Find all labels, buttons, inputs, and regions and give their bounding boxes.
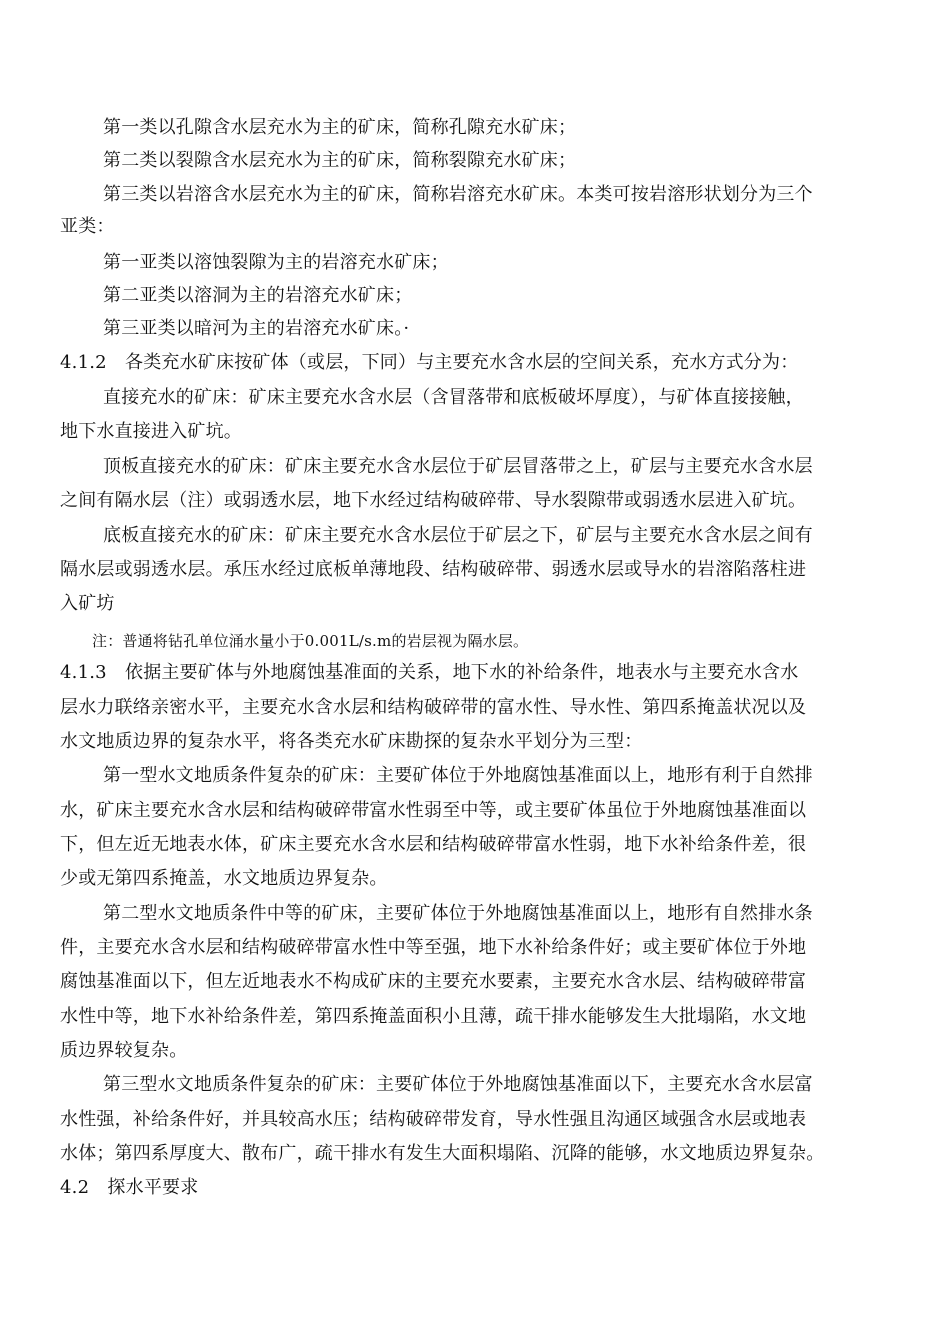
- text-line: 隔水层或弱透水层。承压水经过底板单薄地段、结构破碎带、弱透水层或导水的岩溶陷落柱进: [60, 559, 807, 580]
- text-line: 地下水直接进入矿坑。: [60, 421, 242, 442]
- note-text: 注：普通将钻孔单位涌水量小于0.001L/s.m的岩层视为隔水层。: [92, 632, 529, 650]
- text-line: 水性中等，地下水补给条件差，第四系掩盖面积小且薄，疏干排水能够发生大批塌陷，水文地: [60, 1006, 807, 1027]
- text-line: 之间有隔水层（注）或弱透水层，地下水经过结构破碎带、导水裂隙带或弱透水层进入矿坑。: [60, 490, 807, 511]
- section-heading: 4.2 探水平要求: [60, 1177, 199, 1198]
- text-line: 第二亚类以溶洞为主的岩溶充水矿床；: [103, 285, 413, 306]
- section-heading: 4.1.2 各类充水矿床按矿体（或层，下同）与主要充水含水层的空间关系，充水方式分为：: [60, 352, 799, 373]
- text-line: 质边界较复杂。: [60, 1040, 188, 1061]
- text-line: 第三型水文地质条件复杂的矿床：主要矿体位于外地腐蚀基准面以下，主要充水含水层富: [103, 1074, 813, 1095]
- text-line: 水文地质边界的复杂水平，将各类充水矿床勘探的复杂水平划分为三型：: [60, 731, 643, 752]
- text-line: 件，主要充水含水层和结构破碎带富水性中等至强，地下水补给条件好；或主要矿体位于外地: [60, 937, 807, 958]
- text-line: 第一型水文地质条件复杂的矿床：主要矿体位于外地腐蚀基准面以上，地形有利于自然排: [103, 765, 813, 786]
- text-line: 第三类以岩溶含水层充水为主的矿床，简称岩溶充水矿床。本类可按岩溶形状划分为三个: [103, 184, 813, 205]
- text-line: 第二型水文地质条件中等的矿床，主要矿体位于外地腐蚀基准面以上，地形有自然排水条: [103, 903, 813, 924]
- text-line: 下，但左近无地表水体，矿床主要充水含水层和结构破碎带富水性弱，地下水补给条件差，很: [60, 834, 807, 855]
- text-line: 层水力联络亲密水平，主要充水含水层和结构破碎带的富水性、导水性、第四系掩盖状况以及: [60, 697, 807, 718]
- text-line: 第二类以裂隙含水层充水为主的矿床，简称裂隙充水矿床；: [103, 150, 577, 171]
- text-line: 少或无第四系掩盖，水文地质边界复杂。: [60, 868, 388, 889]
- text-line: 第三亚类以暗河为主的岩溶充水矿床。·: [103, 318, 410, 339]
- text-line: 入矿坊: [60, 593, 115, 614]
- section-heading: 4.1.3 依据主要矿体与外地腐蚀基准面的关系，地下水的补给条件，地表水与主要充水含水: [60, 662, 799, 683]
- text-line: 水体；第四系厚度大、散布广，疏干排水有发生大面积塌陷、沉降的能够，水文地质边界复杂。: [60, 1143, 825, 1164]
- text-line: 直接充水的矿床：矿床主要充水含水层（含冒落带和底板破坏厚度），与矿体直接接触，: [103, 387, 804, 408]
- text-line: 第一亚类以溶蚀裂隙为主的岩溶充水矿床；: [103, 252, 449, 273]
- text-line: 顶板直接充水的矿床：矿床主要充水含水层位于矿层冒落带之上，矿层与主要充水含水层: [103, 456, 813, 477]
- text-line: 第一类以孔隙含水层充水为主的矿床，简称孔隙充水矿床；: [103, 117, 577, 138]
- text-line: 腐蚀基准面以下，但左近地表水不构成矿床的主要充水要素，主要充水含水层、结构破碎带富: [60, 971, 807, 992]
- text-line: 水性强，补给条件好，并具较高水压；结构破碎带发育，导水性强且沟通区域强含水层或地表: [60, 1109, 807, 1130]
- text-line: 水，矿床主要充水含水层和结构破碎带富水性弱至中等，或主要矿体虽位于外地腐蚀基准面以: [60, 800, 807, 821]
- text-line: 底板直接充水的矿床：矿床主要充水含水层位于矿层之下，矿层与主要充水含水层之间有: [103, 525, 813, 546]
- text-line: 亚类：: [60, 216, 115, 237]
